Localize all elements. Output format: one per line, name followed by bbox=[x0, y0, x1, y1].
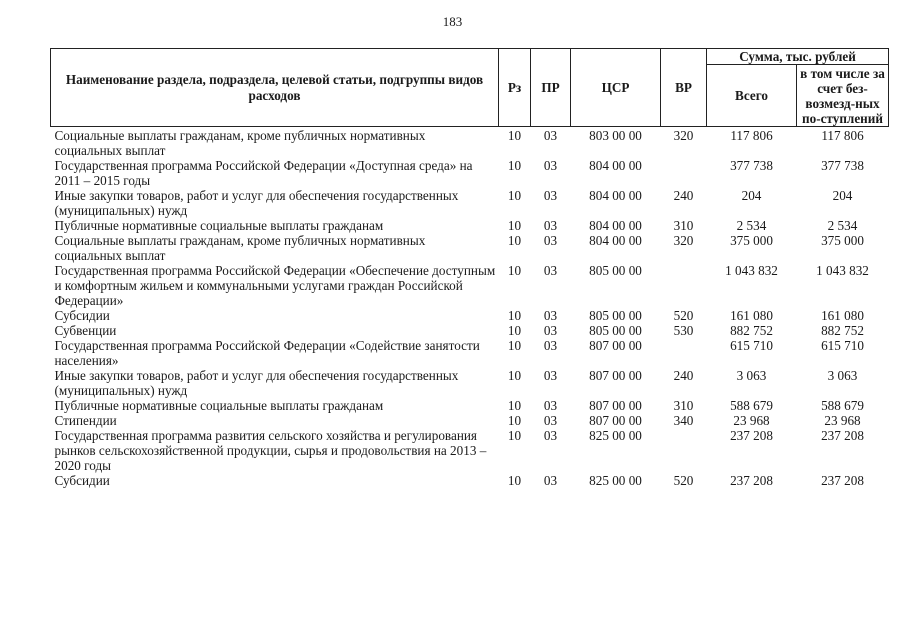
table-row bbox=[51, 473, 889, 488]
cell-name: Субвенции bbox=[54, 323, 117, 338]
cell-total: 2 534 bbox=[736, 218, 767, 233]
cell-csr: 825 00 00 bbox=[589, 428, 642, 443]
cell-name: Публичные нормативные социальные выплаты гражданам bbox=[54, 398, 384, 413]
cell-vr: 240 bbox=[673, 368, 694, 383]
cell-free: 3 063 bbox=[827, 368, 858, 383]
cell-total: 615 710 bbox=[730, 338, 773, 353]
cell-rz: 10 bbox=[507, 368, 522, 383]
cell-pr: 03 bbox=[543, 233, 558, 248]
cell-free: 117 806 bbox=[821, 128, 864, 143]
table-row bbox=[51, 188, 889, 218]
cell-vr bbox=[661, 263, 707, 308]
table-row bbox=[51, 263, 889, 308]
cell-rz: 10 bbox=[507, 428, 522, 443]
cell-free: 615 710 bbox=[821, 338, 864, 353]
cell-pr: 03 bbox=[543, 428, 558, 443]
cell-csr: 807 00 00 bbox=[589, 368, 642, 383]
cell-vr: 520 bbox=[673, 473, 694, 488]
cell-total: 882 752 bbox=[730, 323, 773, 338]
page-number: 183 bbox=[442, 14, 463, 29]
cell-vr: 240 bbox=[673, 188, 694, 203]
cell-csr: 805 00 00 bbox=[589, 308, 642, 323]
table-row bbox=[51, 158, 889, 188]
header-sum-group: Сумма, тыс. рублей bbox=[707, 49, 889, 65]
header-free: в том числе за счет без-возмезд-ных по-ступлений bbox=[797, 65, 889, 127]
budget-table bbox=[50, 48, 889, 488]
table-body bbox=[51, 127, 889, 489]
cell-total: 375 000 bbox=[730, 233, 773, 248]
cell-total: 3 063 bbox=[736, 368, 767, 383]
cell-free: 882 752 bbox=[821, 323, 864, 338]
table-row bbox=[51, 398, 889, 413]
cell-free: 161 080 bbox=[821, 308, 864, 323]
cell-vr bbox=[661, 158, 707, 188]
cell-free: 237 208 bbox=[821, 473, 864, 488]
header-name: Наименование раздела, подраздела, целевой статьи, подгруппы видов расходов bbox=[51, 49, 499, 127]
cell-pr: 03 bbox=[543, 128, 558, 143]
cell-total: 117 806 bbox=[730, 128, 773, 143]
cell-name: Субсидии bbox=[54, 308, 110, 323]
cell-pr: 03 bbox=[543, 338, 558, 353]
cell-name: Публичные нормативные социальные выплаты гражданам bbox=[54, 218, 384, 233]
cell-csr: 804 00 00 bbox=[589, 188, 642, 203]
cell-pr: 03 bbox=[543, 308, 558, 323]
cell-pr: 03 bbox=[543, 398, 558, 413]
cell-free: 1 043 832 bbox=[816, 263, 869, 278]
cell-name: Государственная программа Российской Федерации «Содействие занятости населения» bbox=[54, 338, 480, 368]
table-row bbox=[51, 413, 889, 428]
cell-total: 23 968 bbox=[733, 413, 770, 428]
cell-csr: 825 00 00 bbox=[589, 473, 642, 488]
cell-csr: 804 00 00 bbox=[589, 233, 642, 248]
cell-name: Стипендии bbox=[54, 413, 117, 428]
cell-vr: 310 bbox=[673, 398, 694, 413]
cell-csr: 805 00 00 bbox=[589, 263, 642, 278]
cell-rz: 10 bbox=[507, 413, 522, 428]
cell-total: 588 679 bbox=[730, 398, 773, 413]
cell-name: Социальные выплаты гражданам, кроме публичных нормативных социальных выплат bbox=[54, 128, 426, 158]
cell-pr: 03 bbox=[543, 323, 558, 338]
cell-name: Социальные выплаты гражданам, кроме публичных нормативных социальных выплат bbox=[54, 233, 426, 263]
cell-rz: 10 bbox=[507, 233, 522, 248]
table-row bbox=[51, 338, 889, 368]
cell-pr: 03 bbox=[543, 158, 558, 173]
cell-rz: 10 bbox=[507, 398, 522, 413]
table-row bbox=[51, 218, 889, 233]
cell-vr: 520 bbox=[673, 308, 694, 323]
table-row bbox=[51, 233, 889, 263]
cell-rz: 10 bbox=[507, 128, 522, 143]
cell-total: 1 043 832 bbox=[725, 263, 778, 278]
cell-free: 2 534 bbox=[827, 218, 858, 233]
cell-rz: 10 bbox=[507, 188, 522, 203]
cell-vr: 530 bbox=[673, 323, 694, 338]
cell-vr bbox=[661, 428, 707, 473]
cell-rz: 10 bbox=[507, 158, 522, 173]
header-rz: Рз bbox=[499, 49, 531, 127]
cell-rz: 10 bbox=[507, 263, 522, 278]
cell-free: 588 679 bbox=[821, 398, 864, 413]
cell-pr: 03 bbox=[543, 218, 558, 233]
cell-name: Государственная программа Российской Федерации «Доступная среда» на 2011 – 2015 годы bbox=[54, 158, 473, 188]
cell-name: Государственная программа Российской Федерации «Обеспечение доступным и комфортным жильем и коммунальными услугами граждан Российской Федерации» bbox=[54, 263, 496, 308]
header-vr: ВР bbox=[661, 49, 707, 127]
table-row bbox=[51, 368, 889, 398]
header-total: Всего bbox=[707, 65, 797, 127]
cell-total: 237 208 bbox=[730, 473, 773, 488]
cell-csr: 804 00 00 bbox=[589, 158, 642, 173]
table-header bbox=[51, 49, 889, 127]
cell-vr: 320 bbox=[673, 128, 694, 143]
cell-total: 204 bbox=[741, 188, 762, 203]
cell-vr: 340 bbox=[673, 413, 694, 428]
cell-rz: 10 bbox=[507, 308, 522, 323]
cell-pr: 03 bbox=[543, 188, 558, 203]
cell-rz: 10 bbox=[507, 473, 522, 488]
cell-free: 377 738 bbox=[821, 158, 864, 173]
header-pr: ПР bbox=[531, 49, 571, 127]
cell-free: 375 000 bbox=[821, 233, 864, 248]
cell-vr: 320 bbox=[673, 233, 694, 248]
cell-rz: 10 bbox=[507, 338, 522, 353]
cell-name: Субсидии bbox=[54, 473, 110, 488]
cell-csr: 807 00 00 bbox=[589, 398, 642, 413]
cell-name: Иные закупки товаров, работ и услуг для обеспечения государственных (муниципальных) нужд bbox=[54, 188, 459, 218]
cell-csr: 807 00 00 bbox=[589, 413, 642, 428]
cell-pr: 03 bbox=[543, 368, 558, 383]
cell-rz: 10 bbox=[507, 218, 522, 233]
cell-csr: 804 00 00 bbox=[589, 218, 642, 233]
cell-csr: 805 00 00 bbox=[589, 323, 642, 338]
cell-pr: 03 bbox=[543, 473, 558, 488]
cell-total: 377 738 bbox=[730, 158, 773, 173]
table-row bbox=[51, 323, 889, 338]
cell-total: 237 208 bbox=[730, 428, 773, 443]
cell-free: 23 968 bbox=[824, 413, 861, 428]
table-row bbox=[51, 308, 889, 323]
header-csr: ЦСР bbox=[571, 49, 661, 127]
cell-name: Государственная программа развития сельского хозяйства и регулирования рынков сельскохозяйственной продукции, сырья и продовольствия на 2013 – 2020 годы bbox=[54, 428, 487, 473]
cell-pr: 03 bbox=[543, 263, 558, 278]
cell-rz: 10 bbox=[507, 323, 522, 338]
cell-free: 237 208 bbox=[821, 428, 864, 443]
cell-free: 204 bbox=[832, 188, 853, 203]
cell-pr: 03 bbox=[543, 413, 558, 428]
table-row bbox=[51, 127, 889, 159]
cell-csr: 807 00 00 bbox=[589, 338, 642, 353]
cell-total: 161 080 bbox=[730, 308, 773, 323]
cell-vr: 310 bbox=[673, 218, 694, 233]
cell-csr: 803 00 00 bbox=[589, 128, 642, 143]
cell-vr bbox=[661, 338, 707, 368]
table-row bbox=[51, 428, 889, 473]
cell-name: Иные закупки товаров, работ и услуг для обеспечения государственных (муниципальных) нужд bbox=[54, 368, 459, 398]
